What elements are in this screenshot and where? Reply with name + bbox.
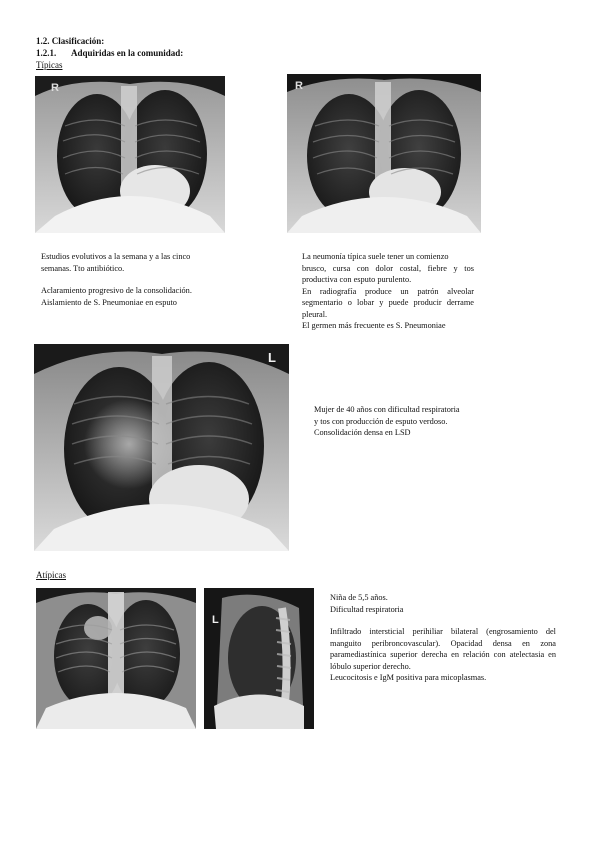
- caption-followup: [41, 251, 211, 308]
- description-line: En radiografía produce un patrón alveolar segmentario o lobar y puede producir derrame pleural.: [302, 286, 474, 319]
- case-line: Niña de 5,5 años.: [330, 593, 388, 602]
- typical-pneumonia-description: [302, 251, 474, 332]
- subsection-title: Adquiridas en la comunidad:: [71, 48, 184, 58]
- description-line: El germen más frecuente es S. Pneumoniae: [302, 321, 446, 330]
- subsection-number: 1.2.1.: [36, 48, 57, 58]
- xray-side-marker: R: [295, 80, 303, 92]
- caption-line: Aclaramiento progresivo de la consolidación.: [41, 286, 192, 295]
- caption-line: Estudios evolutivos a la semana y a las cinco semanas. Tto antibiótico.: [41, 252, 191, 273]
- pediatric-chest-xray-lateral: [204, 588, 314, 729]
- case-line: Infiltrado intersticial perihiliar bilateral (engrosamiento del manguito peribroncovascular). Opacidad densa en zona paramediastínica superior derecha en relación con atelectasia en lóbulo superior derecho.: [330, 627, 556, 671]
- atypical-label: Atípicas: [36, 570, 66, 580]
- case-line: Consolidación densa en LSD: [314, 428, 411, 437]
- case-line: Leucocitosis e IgM positiva para micoplasmas.: [330, 673, 487, 682]
- chest-xray-followup-week-1: [35, 76, 225, 233]
- chest-xray-rul-consolidation: [34, 344, 289, 551]
- xray-side-marker: R: [51, 82, 59, 94]
- description-line: La neumonía típica suele tener un comienzo: [302, 252, 449, 261]
- xray-side-marker: L: [268, 350, 276, 365]
- typical-case-description: [314, 404, 464, 439]
- xray-side-marker: L: [212, 614, 219, 626]
- caption-line: Aislamiento de S. Pneumoniae en esputo: [41, 297, 177, 307]
- pediatric-chest-xray-pa: [36, 588, 196, 729]
- atypical-case-description: [330, 592, 556, 684]
- description-line: brusco, cursa con dolor costal, fiebre y tos productiva con esputo purulento.: [302, 263, 474, 284]
- section-title: 1.2. Clasificación:: [36, 36, 105, 46]
- case-line: Mujer de 40 años con dificultad respiratoria y tos con producción de esputo verdoso.: [314, 405, 460, 426]
- case-line: Dificultad respiratoria: [330, 604, 404, 614]
- chest-xray-followup-week-5: [287, 74, 481, 233]
- typical-label: Típicas: [36, 60, 63, 70]
